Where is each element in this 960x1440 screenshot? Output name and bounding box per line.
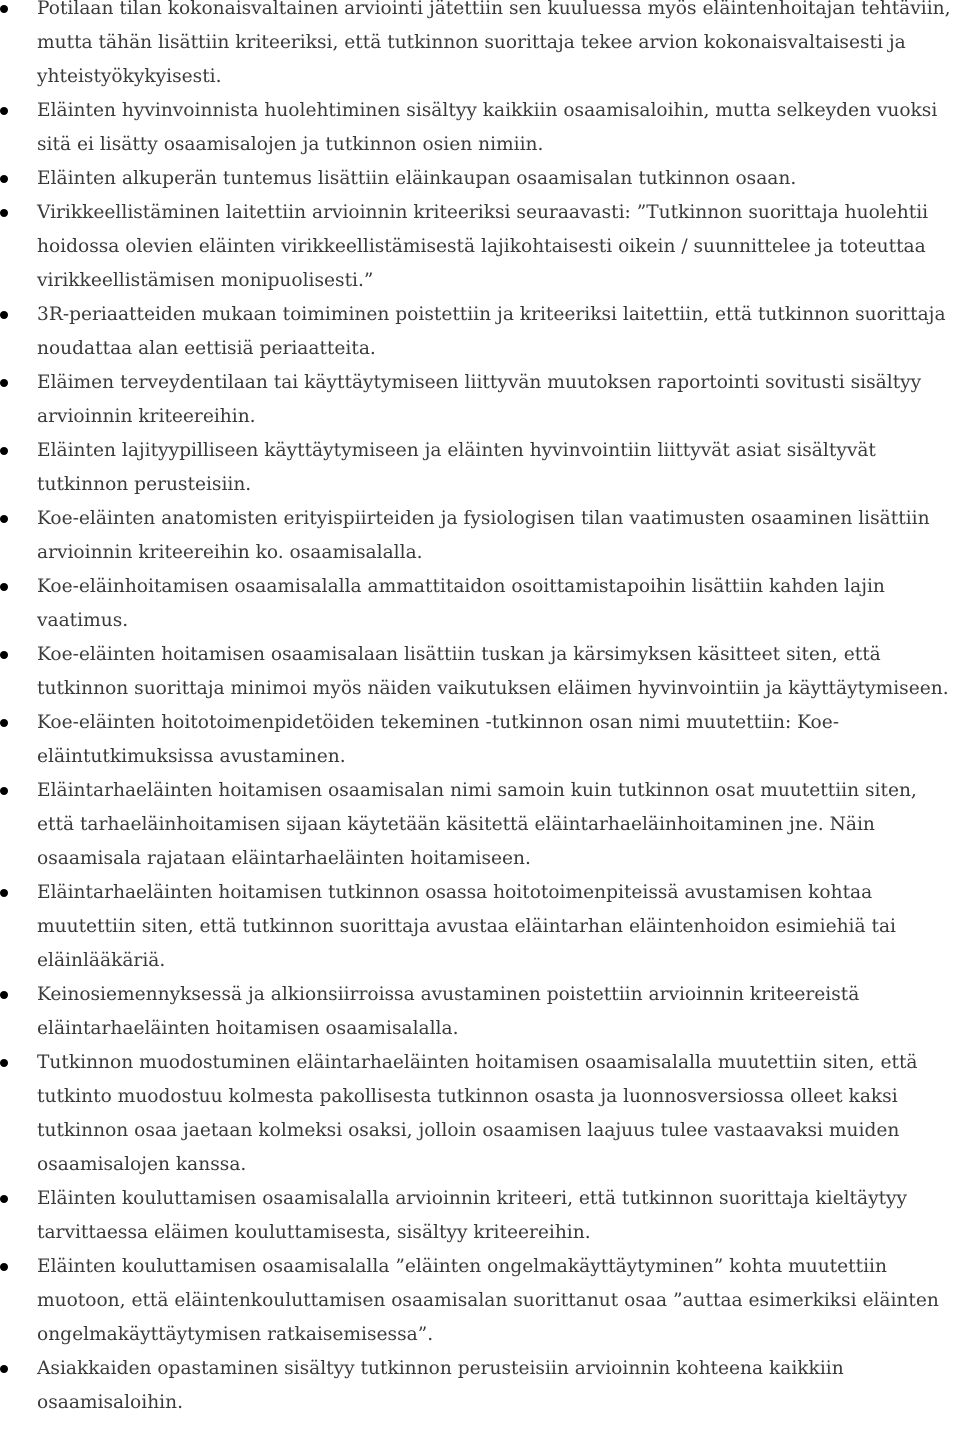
list-item-text: Keinosiemennyksessä ja alkionsiirroissa avustaminen poistettiin arvioinnin kriteereistä eläintarhaeläinten hoitamisen osaamisalalla. xyxy=(37,984,860,1039)
list-item-text: Virikkeellistäminen laitettiin arvioinnin kriteeriksi seuraavasti: ”Tutkinnon suorittaja huolehtii hoidossa olevien eläinten virikkeellistämisestä lajikohtaisesti oikein / suunnittelee ja toteuttaa virikkeellistämisen monipuolisesti.” xyxy=(37,202,929,291)
list-item-text: Asiakkaiden opastaminen sisältyy tutkinnon perusteisiin arvioinnin kohteena kaikkiin osaamisaloihin. xyxy=(37,1358,844,1413)
bullet-icon xyxy=(0,1059,8,1067)
list-item-text: Koe-eläinten hoitotoimenpidetöiden tekeminen -tutkinnon osan nimi muutettiin: Koe-eläintutkimuksissa avustaminen. xyxy=(37,712,840,767)
bullet-icon xyxy=(0,175,8,183)
list-item xyxy=(0,94,951,162)
bullet-icon xyxy=(0,1195,8,1203)
bullet-icon xyxy=(0,991,8,999)
list-item xyxy=(0,876,951,978)
bullet-icon xyxy=(0,1365,8,1373)
list-item-text: Eläimen terveydentilaan tai käyttäytymiseen liittyvän muutoksen raportointi sovitusti sisältyy arvioinnin kriteereihin. xyxy=(37,372,922,427)
list-item xyxy=(0,570,951,638)
bullet-icon xyxy=(0,583,8,591)
list-item-text: Eläinten kouluttamisen osaamisalalla ”eläinten ongelmakäyttäytyminen” kohta muutettiin muotoon, että eläintenkouluttamisen osaamisalan suorittanut osaa ”auttaa esimerkiksi eläinten ongelmakäyttäytymisen ratkaisemisessa”. xyxy=(37,1256,939,1345)
list-item-text: Eläintarhaeläinten hoitamisen tutkinnon osassa hoitotoimenpiteissä avustamisen kohtaa muutettiin siten, että tutkinnon suorittaja avustaa eläintarhan eläintenhoidon esimiehiä tai eläinlääkäriä. xyxy=(37,882,896,971)
bullet-icon xyxy=(0,1263,8,1271)
list-item xyxy=(0,366,951,434)
bullet-icon xyxy=(0,379,8,387)
list-item-text: Eläinten lajityypilliseen käyttäytymiseen ja eläinten hyvinvointiin liittyvät asiat sisältyvät tutkinnon perusteisiin. xyxy=(37,440,876,495)
list-item xyxy=(0,978,951,1046)
list-item-text: Eläintarhaeläinten hoitamisen osaamisalan nimi samoin kuin tutkinnon osat muutettiin siten, että tarhaeläinhoitamisen sijaan käytetään käsitettä eläintarhaeläinhoitaminen jne. Näin osaamisala rajataan eläintarhaeläinten hoitamiseen. xyxy=(37,780,917,869)
bullet-icon xyxy=(0,515,8,523)
bullet-icon xyxy=(0,107,8,115)
list-item-text: Eläinten hyvinvoinnista huolehtiminen sisältyy kaikkiin osaamisaloihin, mutta selkeyden vuoksi sitä ei lisätty osaamisalojen ja tutkinnon osien nimiin. xyxy=(37,100,938,155)
list-item-text: Koe-eläinten anatomisten erityispiirteiden ja fysiologisen tilan vaatimusten osaaminen lisättiin arvioinnin kriteereihin ko. osaamisalalla. xyxy=(37,508,930,563)
list-item xyxy=(0,1046,951,1182)
list-item-text: Eläinten kouluttamisen osaamisalalla arvioinnin kriteeri, että tutkinnon suorittaja kieltäytyy tarvittaessa eläimen kouluttamisesta, sisältyy kriteereihin. xyxy=(37,1188,908,1243)
bullet-icon xyxy=(0,719,8,727)
bullet-icon xyxy=(0,447,8,455)
list-item xyxy=(0,196,951,298)
list-item xyxy=(0,298,951,366)
list-item xyxy=(0,0,951,94)
bullet-icon xyxy=(0,651,8,659)
list-item-text: 3R-periaatteiden mukaan toimiminen poistettiin ja kriteeriksi laitettiin, että tutkinnon suorittaja noudattaa alan eettisiä periaatteita. xyxy=(37,304,946,359)
list-item xyxy=(0,1250,951,1352)
list-item-text: Koe-eläinhoitamisen osaamisalalla ammattitaidon osoittamistapoihin lisättiin kahden lajin vaatimus. xyxy=(37,576,885,631)
list-item xyxy=(0,434,951,502)
list-item xyxy=(0,638,951,706)
list-item-text: Eläinten alkuperän tuntemus lisättiin eläinkaupan osaamisalan tutkinnon osaan. xyxy=(37,168,797,189)
list-item xyxy=(0,1352,951,1420)
list-item xyxy=(0,1182,951,1250)
list-item-text: Potilaan tilan kokonaisvaltainen arviointi jätettiin sen kuuluessa myös eläintenhoitajan tehtäviin, mutta tähän lisättiin kriteeriksi, että tutkinnon suorittaja tekee arvion kokonaisvaltaisesti ja yhteistyökykyisesti. xyxy=(37,0,951,87)
bullet-icon xyxy=(0,5,8,13)
bullet-icon xyxy=(0,311,8,319)
list-item xyxy=(0,502,951,570)
bullet-icon xyxy=(0,889,8,897)
bullet-icon xyxy=(0,209,8,217)
bullet-icon xyxy=(0,787,8,795)
list-item xyxy=(0,774,951,876)
list-item-text: Koe-eläinten hoitamisen osaamisalaan lisättiin tuskan ja kärsimyksen käsitteet siten, että tutkinnon suorittaja minimoi myös näiden vaikutuksen eläimen hyvinvointiin ja käyttäytymiseen. xyxy=(37,644,949,699)
list-item xyxy=(0,706,951,774)
list-item xyxy=(0,162,951,196)
list-item-text: Tutkinnon muodostuminen eläintarhaeläinten hoitamisen osaamisalalla muutettiin siten, että tutkinto muodostuu kolmesta pakollisesta tutkinnon osasta ja luonnosversiossa olleet kaksi tutkinnon osaa jaetaan kolmeksi osaksi, jolloin osaamisen laajuus tulee vastaavaksi muiden osaamisalojen kanssa. xyxy=(37,1052,918,1175)
